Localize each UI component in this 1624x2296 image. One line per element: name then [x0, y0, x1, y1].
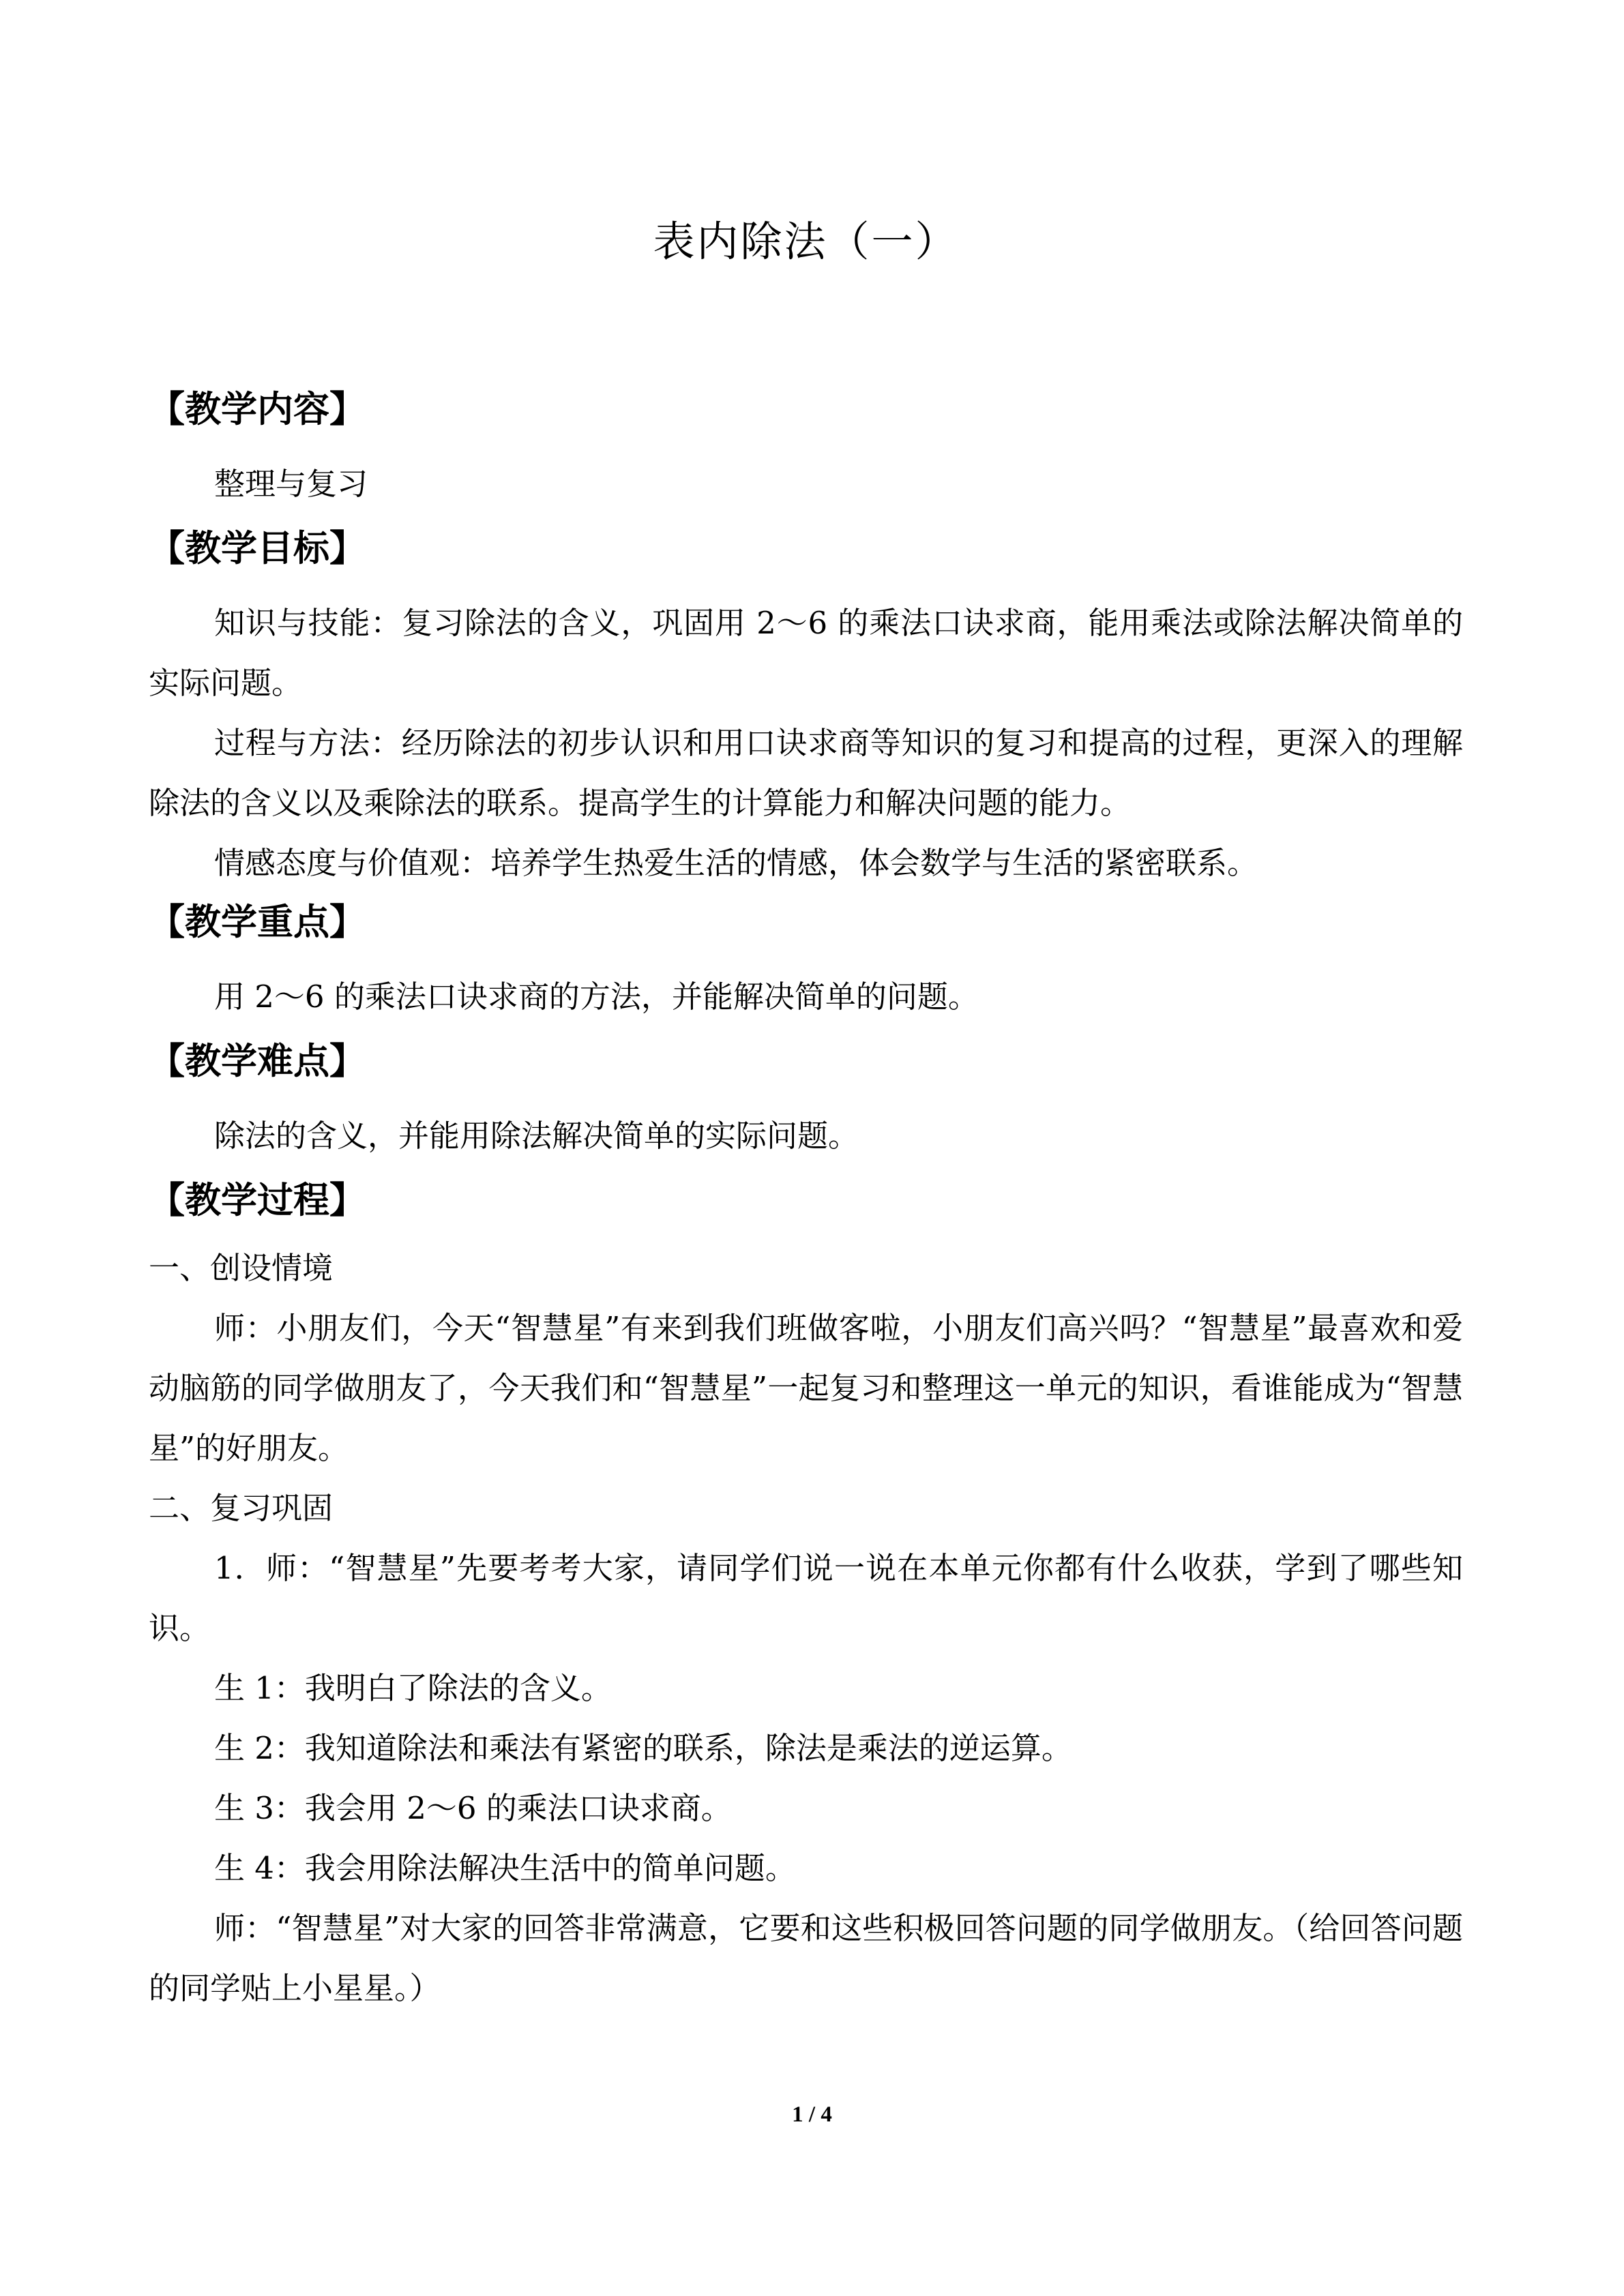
process-step2-line: 生 4：我会用除法解决生活中的简单问题。	[214, 1850, 796, 1886]
section-heading-process: 【教学过程】	[149, 1180, 366, 1221]
goal-emotion: 情感态度与价值观：培养学生热爱生活的情感，体会数学与生活的紧密联系。	[214, 845, 1258, 881]
process-step2-title: 二、复习巩固	[149, 1490, 334, 1526]
content-text: 整理与复习	[214, 466, 368, 502]
goal-process: 过程与方法：经历除法的初步认识和用口诀求商等知识的复习和提高的过程，更深入的理解除法的含义以及乘除法的联系。提高学生的计算能力和解决问题的能力。	[149, 725, 1463, 821]
section-heading-content: 【教学内容】	[149, 389, 366, 430]
section-heading-goals: 【教学目标】	[149, 528, 366, 569]
goal-knowledge: 知识与技能：复习除法的含义，巩固用 2～6 的乘法口诀求商，能用乘法或除法解决简单的实际问题。	[149, 605, 1463, 701]
process-step2-line: 生 3：我会用 2～6 的乘法口诀求商。	[214, 1790, 732, 1826]
process-step2-line: 生 1：我明白了除法的含义。	[214, 1670, 612, 1706]
difficulty-text: 除法的含义，并能用除法解决简单的实际问题。	[214, 1118, 859, 1154]
key-text: 用 2～6 的乘法口诀求商的方法，并能解决简单的问题。	[214, 979, 979, 1015]
document-body	[149, 381, 1463, 2018]
process-step2-line: 生 2：我知道除法和乘法有紧密的联系，除法是乘法的逆运算。	[214, 1730, 1072, 1766]
process-step1-text: 师：小朋友们，今天“智慧星”有来到我们班做客啦，小朋友们高兴吗？“智慧星”最喜欢和爱动脑筋的同学做朋友了，今天我们和“智慧星”一起复习和整理这一单元的知识，看谁能成为“智慧星”的好朋友。	[149, 1310, 1463, 1466]
process-step2-line: 1．师：“智慧星”先要考考大家，请同学们说一说在本单元你都有什么收获，学到了哪些知识。	[149, 1550, 1463, 1646]
page-title: 表内除法（一）	[653, 218, 959, 266]
process-step2-line: 师：“智慧星”对大家的回答非常满意，它要和这些积极回答问题的同学做朋友。（给回答问题的同学贴上小星星。）	[149, 1910, 1463, 2006]
process-step1-title: 一、创设情境	[149, 1250, 334, 1286]
section-heading-key: 【教学重点】	[149, 901, 366, 943]
page-number: 1 / 4	[792, 2102, 832, 2127]
section-heading-difficulty: 【教学难点】	[149, 1041, 366, 1082]
